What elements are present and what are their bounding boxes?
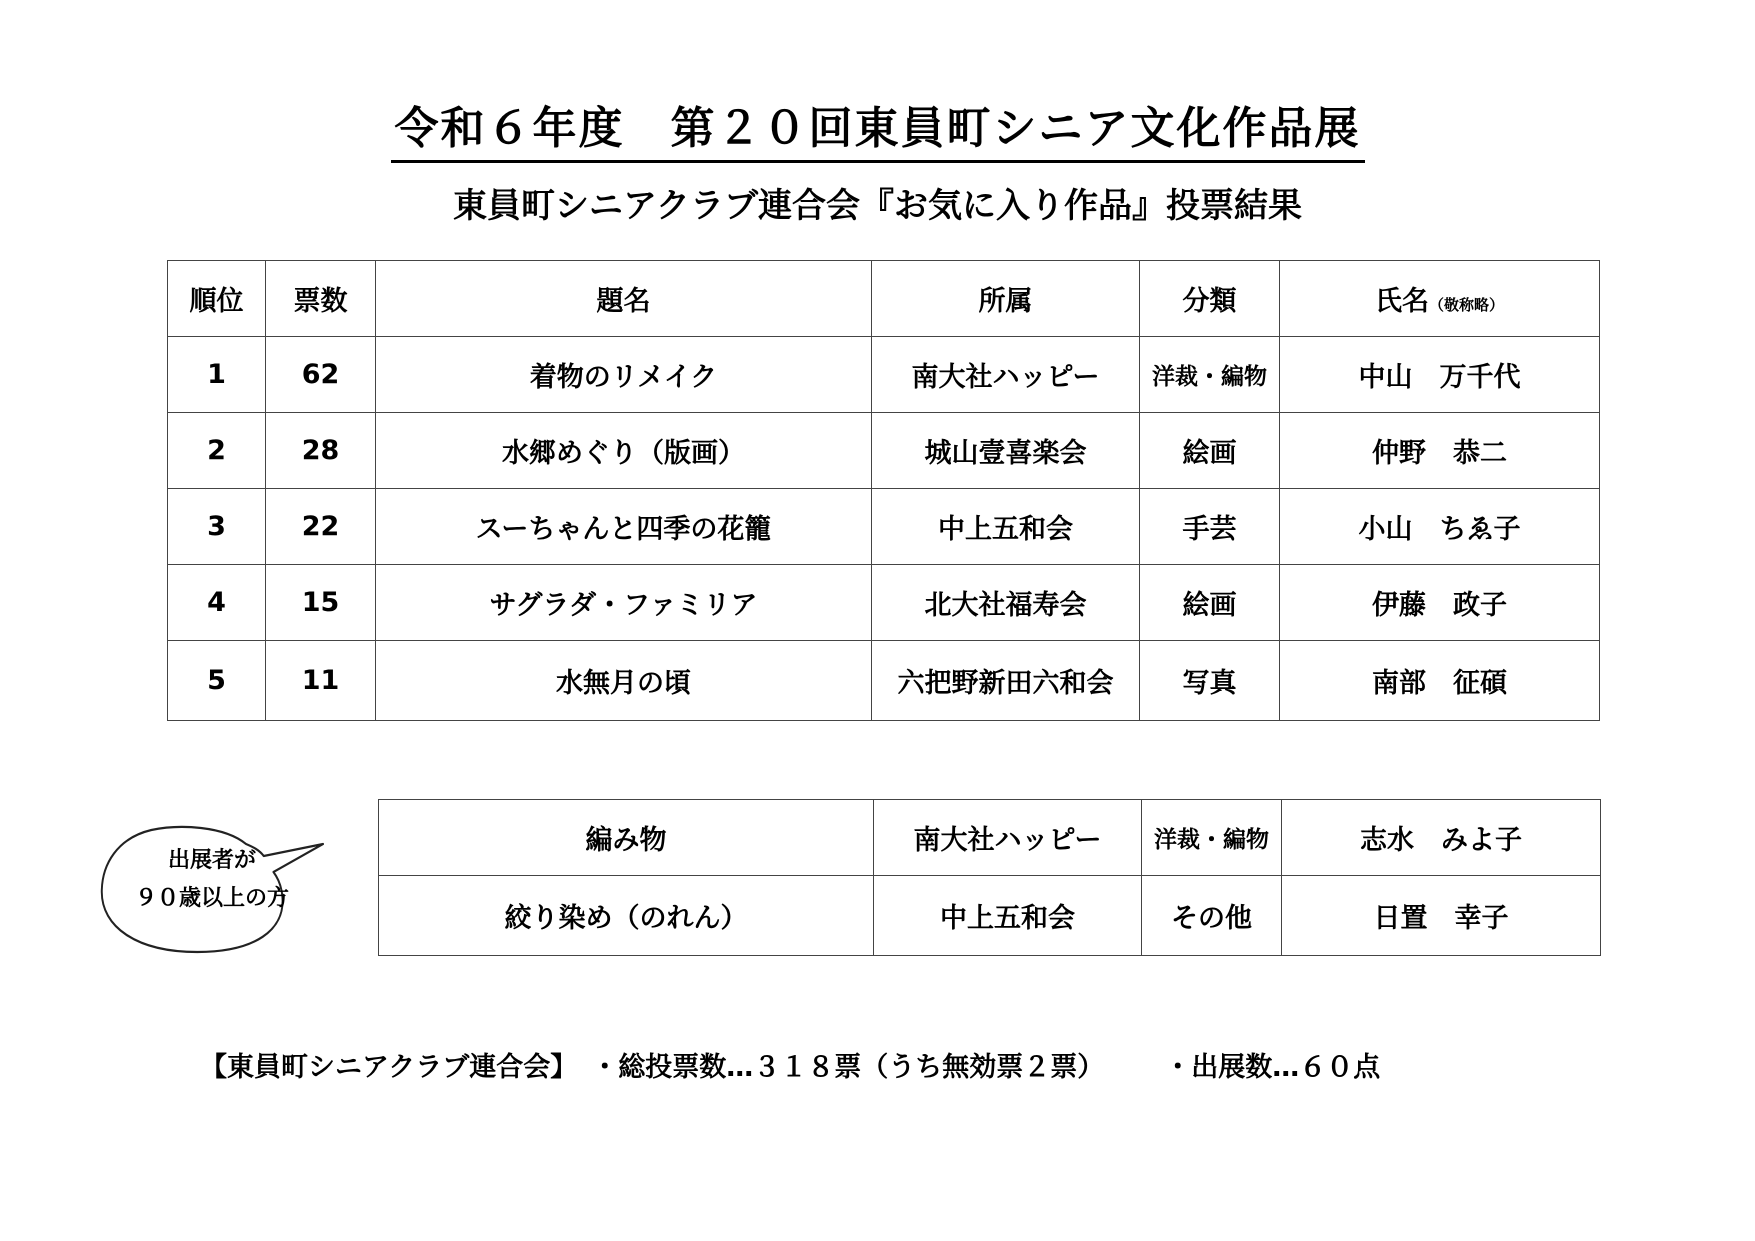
cell-votes: 28 [266, 413, 376, 489]
cell-category: 手芸 [1140, 489, 1280, 565]
ranking-table [167, 260, 1600, 721]
table-row [379, 876, 1601, 956]
senior-exhibitor-table [378, 799, 1601, 956]
cell-rank: 3 [168, 489, 266, 565]
bubble-line-1: 出展者が [167, 848, 256, 873]
table-row [168, 489, 1600, 565]
cell-affiliation: 南大社ハッピー [872, 337, 1140, 413]
cell-title: 絞り染め（のれん） [379, 876, 874, 956]
cell-category: 絵画 [1140, 565, 1280, 641]
cell-votes: 15 [266, 565, 376, 641]
cell-title: スーちゃんと四季の花籠 [376, 489, 872, 565]
table-row [168, 337, 1600, 413]
table-row [168, 565, 1600, 641]
header-rank: 順位 [168, 261, 266, 337]
cell-name: 南部 征碩 [1280, 641, 1600, 721]
cell-title: 水郷めぐり（版画） [376, 413, 872, 489]
speech-bubble-text [100, 842, 324, 918]
cell-name: 小山 ちゑ子 [1280, 489, 1600, 565]
cell-title: 水無月の頃 [376, 641, 872, 721]
cell-name: 伊藤 政子 [1280, 565, 1600, 641]
header-name-label: 氏名 [1374, 286, 1429, 317]
header-affiliation: 所属 [872, 261, 1140, 337]
footer-exhibits: ・出展数…６０点 [1164, 1052, 1381, 1083]
cell-votes: 62 [266, 337, 376, 413]
table-row [168, 641, 1600, 721]
table-header-row [168, 261, 1600, 337]
table-row [379, 800, 1601, 876]
header-category: 分類 [1140, 261, 1280, 337]
header-title: 題名 [376, 261, 872, 337]
footer-total-votes: ・総投票数…３１８票（うち無効票２票） [591, 1052, 1105, 1083]
cell-category: その他 [1142, 876, 1282, 956]
cell-category: 洋裁・編物 [1140, 337, 1280, 413]
cell-category: 洋裁・編物 [1142, 800, 1282, 876]
cell-name: 日置 幸子 [1282, 876, 1601, 956]
page-subtitle: 東員町シニアクラブ連合会『お気に入り作品』投票結果 [453, 186, 1302, 226]
page-title [0, 92, 1755, 163]
cell-rank: 4 [168, 565, 266, 641]
cell-affiliation: 城山壹喜楽会 [872, 413, 1140, 489]
cell-rank: 1 [168, 337, 266, 413]
cell-title: サグラダ・ファミリア [376, 565, 872, 641]
footer-org: 【東員町シニアクラブ連合会】 [200, 1052, 578, 1083]
cell-votes: 11 [266, 641, 376, 721]
cell-name: 志水 みよ子 [1282, 800, 1601, 876]
cell-affiliation: 南大社ハッピー [874, 800, 1142, 876]
table-row [168, 413, 1600, 489]
header-votes: 票数 [266, 261, 376, 337]
cell-votes: 22 [266, 489, 376, 565]
bubble-line-2: ９０歳以上の方 [134, 886, 289, 911]
cell-affiliation: 北大社福寿会 [872, 565, 1140, 641]
header-name-note: （敬称略） [1428, 296, 1504, 314]
cell-affiliation: 中上五和会 [872, 489, 1140, 565]
header-name [1280, 261, 1600, 337]
cell-category: 絵画 [1140, 413, 1280, 489]
cell-name: 仲野 恭二 [1280, 413, 1600, 489]
cell-affiliation: 中上五和会 [874, 876, 1142, 956]
cell-name: 中山 万千代 [1280, 337, 1600, 413]
cell-title: 編み物 [379, 800, 874, 876]
footer-summary [200, 1045, 1380, 1084]
cell-rank: 5 [168, 641, 266, 721]
page-title-text: 令和６年度 第２０回東員町シニア文化作品展 [391, 92, 1365, 163]
cell-rank: 2 [168, 413, 266, 489]
cell-title: 着物のリメイク [376, 337, 872, 413]
cell-affiliation: 六把野新田六和会 [872, 641, 1140, 721]
cell-category: 写真 [1140, 641, 1280, 721]
